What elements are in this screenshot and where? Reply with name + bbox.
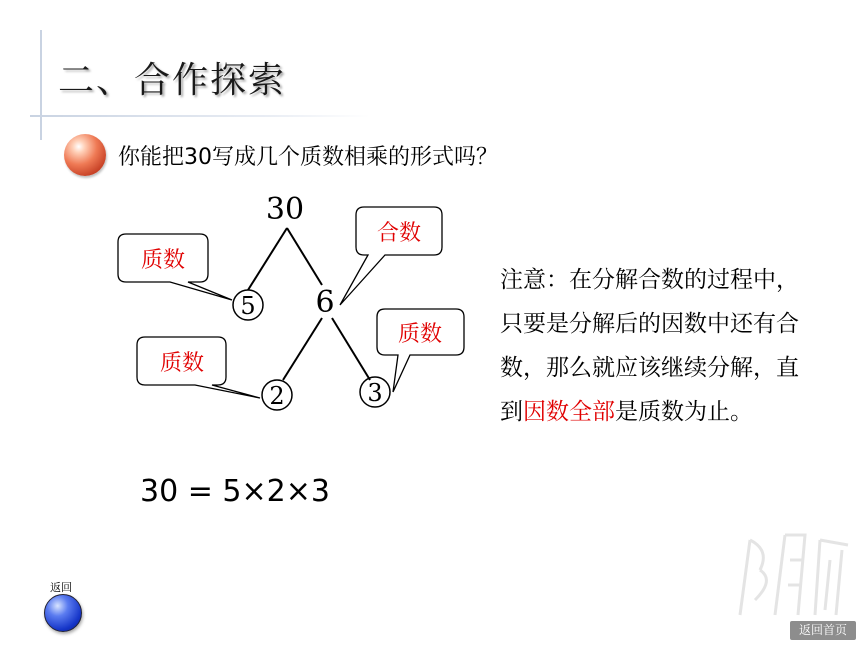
note-highlight: 因数全部	[523, 399, 615, 425]
question-text: 你能把30写成几个质数相乘的形式吗？	[118, 145, 498, 170]
callout-composite	[340, 207, 442, 305]
watermark-logo	[730, 520, 860, 620]
branch-30-5	[248, 228, 287, 290]
branch-30-6	[287, 228, 322, 285]
factorization-equation: 30 = 5×2×3	[140, 474, 330, 509]
tree-root-30: 30	[265, 192, 305, 227]
tree-leaf-2: 2	[269, 382, 285, 410]
note-paragraph	[500, 258, 800, 434]
callout-composite-label: 合数	[376, 221, 422, 246]
home-button[interactable]: 返回首页	[790, 621, 856, 640]
back-button[interactable]	[44, 594, 82, 632]
branch-6-3	[332, 318, 370, 380]
tree-leaf-5: 5	[240, 292, 256, 320]
callout-prime-2	[137, 337, 260, 398]
page-title: 二、合作探索	[58, 60, 287, 101]
callout-prime-5	[118, 234, 232, 300]
callout-prime-2-label: 质数	[159, 351, 205, 376]
tree-leaf-3: 3	[367, 379, 383, 407]
note-text-part1: 注意：在分解合数的过程中，只要是分解后的因数中还有合数，那么就应该继续分解，直到	[500, 267, 799, 425]
note-text-part2: 是质数为止。	[615, 399, 753, 425]
tree-node-6: 6	[315, 285, 335, 320]
callout-prime-5-label: 质数	[140, 248, 186, 273]
callout-prime-3	[377, 309, 464, 392]
back-label: 返回	[50, 581, 72, 594]
branch-6-2	[283, 318, 322, 380]
callout-prime-3-label: 质数	[397, 322, 443, 347]
